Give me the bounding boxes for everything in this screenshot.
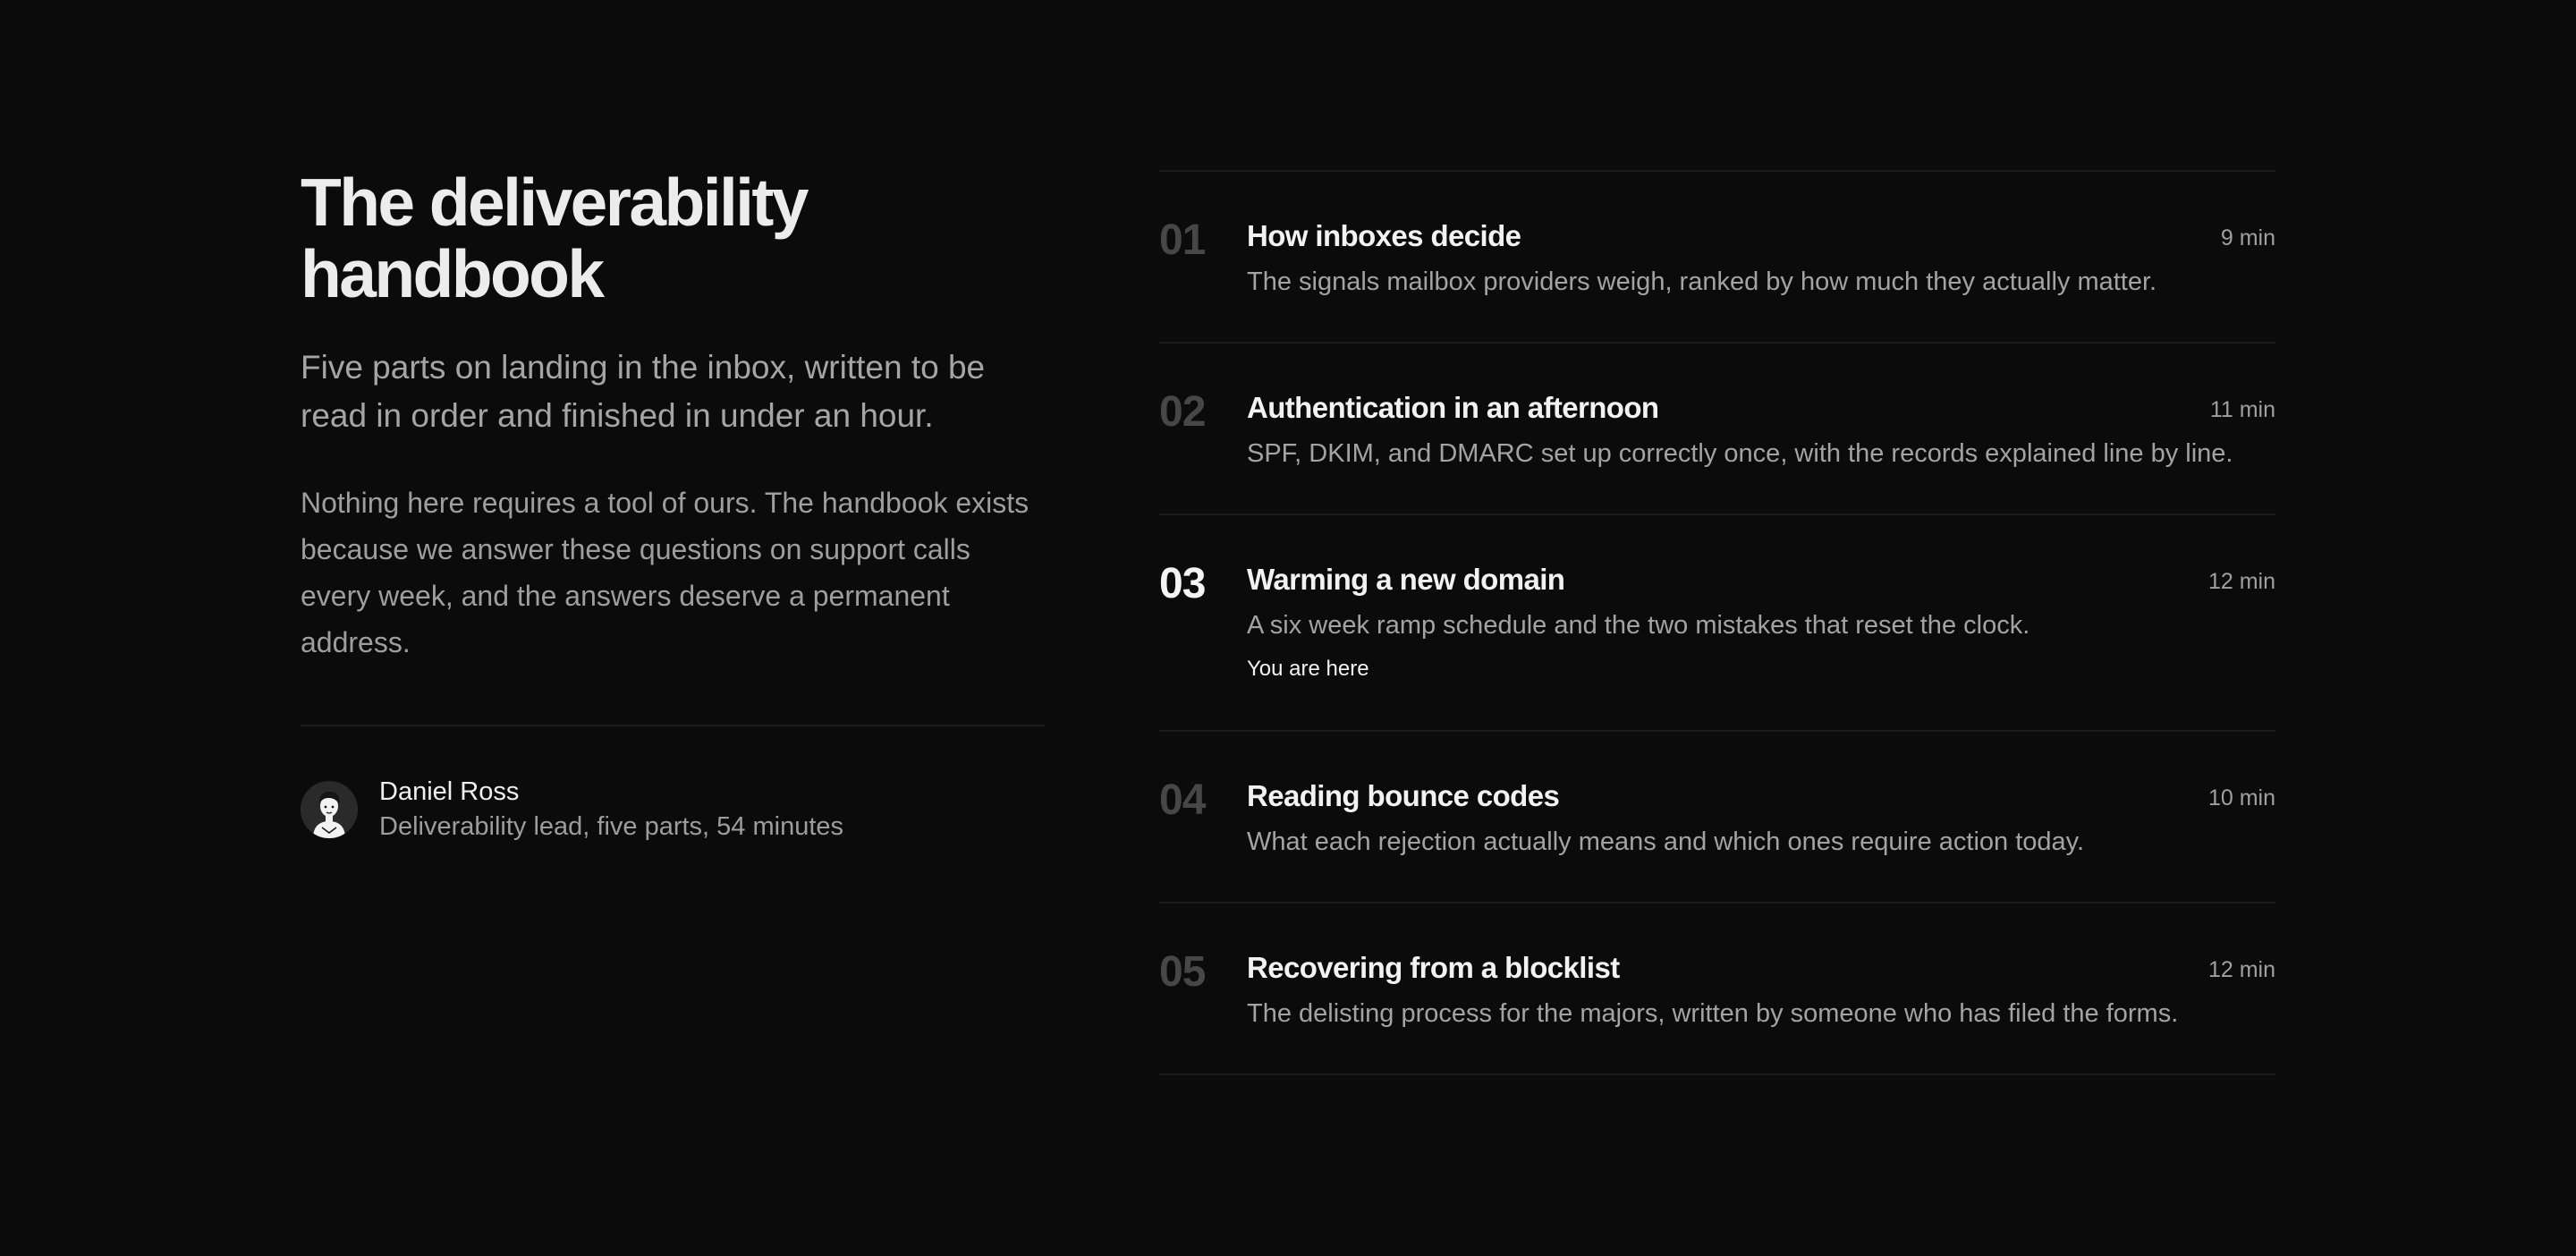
part-number: 02 <box>1159 388 1206 436</box>
part-title[interactable]: Recovering from a blocklist <box>1247 951 1620 984</box>
part-description: The signals mailbox providers weigh, ranked by how much they actually matter. <box>1247 267 2157 296</box>
person-illustration-icon <box>301 781 358 838</box>
page-title-line-2: handbook <box>301 236 603 311</box>
avatar <box>301 781 358 838</box>
page-title-line-1: The deliverability <box>301 165 807 240</box>
part-title[interactable]: Warming a new domain <box>1247 563 1565 596</box>
part-title[interactable]: Reading bounce codes <box>1247 779 1560 812</box>
intro-section <box>301 166 1045 844</box>
part-item-05[interactable] <box>1159 904 2275 1075</box>
author-meta: Deliverability lead, five parts, 54 minutes <box>379 812 844 841</box>
part-description: What each rejection actually means and which ones require action today. <box>1247 827 2085 856</box>
part-number: 05 <box>1159 948 1206 996</box>
part-item-04[interactable] <box>1159 732 2275 904</box>
intro-body: Nothing here requires a tool of ours. The handbook exists because we answer these questions on support calls every week, and the answers deserve a permanent address. <box>301 487 1030 658</box>
part-item-02[interactable] <box>1159 344 2275 515</box>
part-item-01[interactable] <box>1159 172 2275 344</box>
part-read-time: 9 min <box>2220 225 2275 250</box>
part-item-03[interactable] <box>1159 515 2275 732</box>
page-title <box>301 166 1045 310</box>
part-read-time: 12 min <box>2207 957 2275 982</box>
part-read-time: 10 min <box>2207 785 2275 810</box>
part-title[interactable]: Authentication in an afternoon <box>1247 391 1659 424</box>
author-text <box>379 775 843 844</box>
part-number: 04 <box>1159 777 1206 824</box>
part-number: 01 <box>1159 216 1206 264</box>
author-name: Daniel Ross <box>379 777 520 806</box>
part-number: 03 <box>1159 560 1206 607</box>
part-description: The delisting process for the majors, written by someone who has filed the forms. <box>1247 999 2179 1028</box>
intro-lede: Five parts on landing in the inbox, written to be read in order and finished in under an hour. <box>301 349 986 434</box>
part-description: SPF, DKIM, and DMARC set up correctly once, with the records explained line by line. <box>1247 439 2233 468</box>
part-read-time: 12 min <box>2207 569 2275 594</box>
part-title[interactable]: How inboxes decide <box>1247 219 1521 252</box>
author-card <box>301 775 1045 844</box>
intro-divider <box>301 725 1045 726</box>
current-part-badge: You are here <box>1247 657 1369 681</box>
part-read-time: 11 min <box>2209 397 2275 422</box>
parts-list <box>1159 170 2275 1075</box>
part-description: A six week ramp schedule and the two mistakes that reset the clock. <box>1247 611 2030 640</box>
